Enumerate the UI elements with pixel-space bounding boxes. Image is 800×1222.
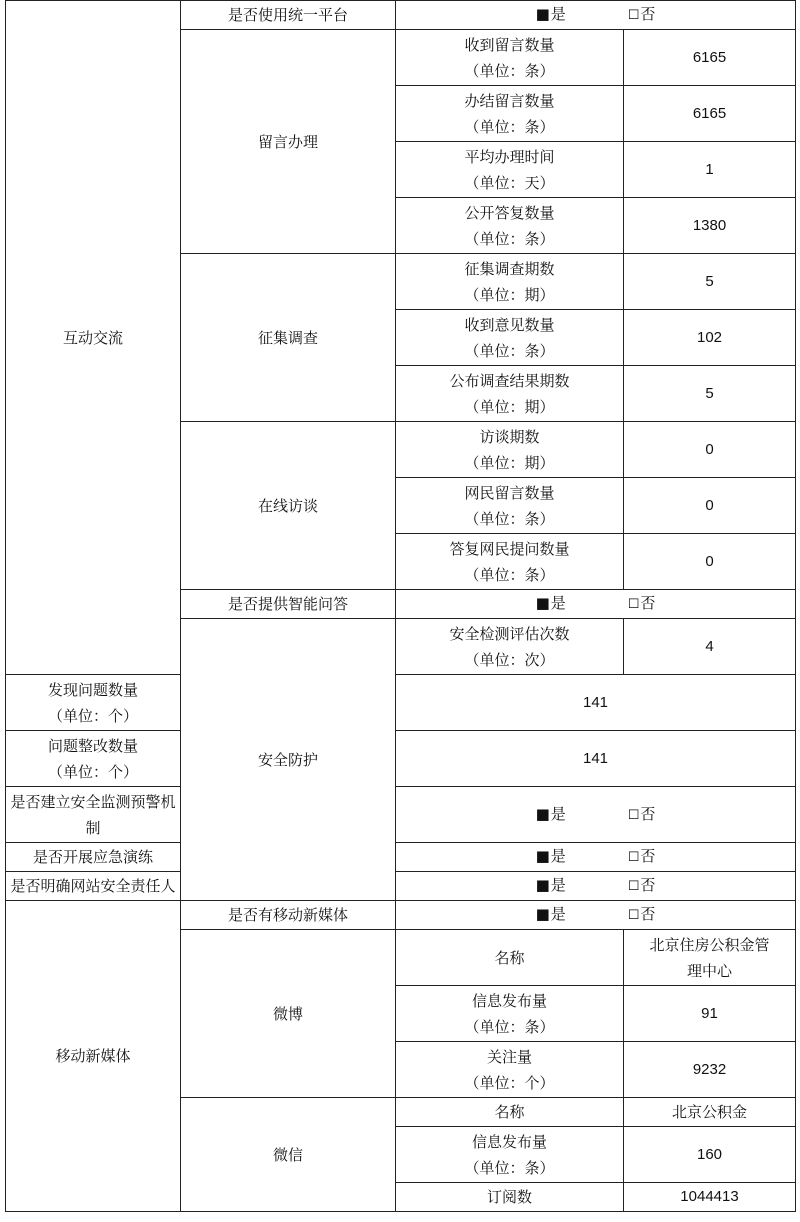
option-no[interactable]: ☐否 bbox=[627, 594, 656, 612]
field-label: 答复网民提问数量 （单位：条） bbox=[396, 534, 624, 590]
field-value: 160 bbox=[624, 1127, 796, 1183]
unified-platform-options bbox=[396, 1, 796, 30]
group-survey: 征集调查 bbox=[181, 254, 396, 422]
group-wechat: 微信 bbox=[181, 1098, 396, 1212]
smart-qa-label: 是否提供智能问答 bbox=[181, 590, 396, 619]
checked-box-icon: ■ bbox=[535, 594, 550, 612]
field-value: 5 bbox=[624, 254, 796, 310]
unified-platform-label: 是否使用统一平台 bbox=[181, 1, 396, 30]
field-label: 公开答复数量 （单位：条） bbox=[396, 198, 624, 254]
field-label: 收到留言数量 （单位：条） bbox=[396, 30, 624, 86]
option-no[interactable]: ☐否 bbox=[627, 5, 656, 23]
field-value: 4 bbox=[624, 619, 796, 675]
field-label: 关注量 （单位：个） bbox=[396, 1042, 624, 1098]
field-label: 征集调查期数 （单位：期） bbox=[396, 254, 624, 310]
option-no[interactable]: ☐否 bbox=[627, 905, 656, 923]
field-value: 0 bbox=[624, 422, 796, 478]
field-label: 信息发布量 （单位：条） bbox=[396, 1127, 624, 1183]
warning-mechanism-label: 是否建立安全监测预警机 制 bbox=[6, 787, 181, 843]
table-row bbox=[6, 1, 796, 30]
field-label: 收到意见数量 （单位：条） bbox=[396, 310, 624, 366]
field-value: 102 bbox=[624, 310, 796, 366]
empty-box-icon: ☐ bbox=[627, 807, 640, 823]
field-label: 安全检测评估次数 （单位：次） bbox=[396, 619, 624, 675]
group-message-handling: 留言办理 bbox=[181, 30, 396, 254]
empty-box-icon: ☐ bbox=[627, 850, 640, 865]
table-row bbox=[6, 731, 796, 787]
option-no[interactable]: ☐否 bbox=[627, 847, 656, 865]
warning-mechanism-options bbox=[396, 787, 796, 843]
field-value: 5 bbox=[624, 366, 796, 422]
wechat-name-value: 北京公积金 bbox=[624, 1098, 796, 1127]
has-media-options bbox=[396, 901, 796, 930]
field-value: 6165 bbox=[624, 86, 796, 142]
option-yes[interactable]: ■是 bbox=[535, 5, 566, 23]
smart-qa-options bbox=[396, 590, 796, 619]
field-label: 公布调查结果期数 （单位：期） bbox=[396, 366, 624, 422]
checked-box-icon: ■ bbox=[535, 905, 550, 923]
field-value: 9232 bbox=[624, 1042, 796, 1098]
field-value: 6165 bbox=[624, 30, 796, 86]
field-label: 订阅数 bbox=[396, 1183, 624, 1212]
option-yes[interactable]: ■是 bbox=[535, 905, 566, 923]
table-row bbox=[6, 787, 796, 843]
responsible-person-options bbox=[396, 872, 796, 901]
weibo-name-value: 北京住房公积金管 理中心 bbox=[624, 930, 796, 986]
empty-box-icon: ☐ bbox=[627, 8, 640, 23]
field-label: 平均办理时间 （单位：天） bbox=[396, 142, 624, 198]
field-label: 问题整改数量 （单位：个） bbox=[6, 731, 181, 787]
empty-box-icon: ☐ bbox=[627, 879, 640, 894]
field-label: 信息发布量 （单位：条） bbox=[396, 986, 624, 1042]
option-yes[interactable]: ■是 bbox=[535, 876, 566, 894]
category-security: 安全防护 bbox=[181, 619, 396, 901]
field-label: 名称 bbox=[396, 1098, 624, 1127]
field-label: 发现问题数量 （单位：个） bbox=[6, 675, 181, 731]
field-value: 1380 bbox=[624, 198, 796, 254]
option-yes[interactable]: ■是 bbox=[535, 847, 566, 865]
category-new-media: 移动新媒体 bbox=[6, 901, 181, 1212]
table-row bbox=[6, 843, 796, 872]
option-yes[interactable]: ■是 bbox=[535, 804, 566, 823]
field-value: 91 bbox=[624, 986, 796, 1042]
category-interaction: 互动交流 bbox=[6, 1, 181, 675]
field-value: 1044413 bbox=[624, 1183, 796, 1212]
field-label: 名称 bbox=[396, 930, 624, 986]
field-label: 网民留言数量 （单位：条） bbox=[396, 478, 624, 534]
checked-box-icon: ■ bbox=[535, 804, 550, 823]
field-value: 0 bbox=[624, 534, 796, 590]
option-no[interactable]: ☐否 bbox=[627, 876, 656, 894]
has-media-label: 是否有移动新媒体 bbox=[181, 901, 396, 930]
empty-box-icon: ☐ bbox=[627, 908, 640, 923]
option-yes[interactable]: ■是 bbox=[535, 594, 566, 612]
emergency-drill-options bbox=[396, 843, 796, 872]
field-value: 141 bbox=[396, 675, 796, 731]
group-interview: 在线访谈 bbox=[181, 422, 396, 590]
field-label: 办结留言数量 （单位：条） bbox=[396, 86, 624, 142]
table-row bbox=[6, 675, 796, 731]
field-value: 0 bbox=[624, 478, 796, 534]
field-value: 1 bbox=[624, 142, 796, 198]
option-no[interactable]: ☐否 bbox=[627, 804, 656, 823]
government-website-report-table bbox=[5, 0, 796, 1212]
table-row bbox=[6, 872, 796, 901]
checked-box-icon: ■ bbox=[535, 847, 550, 865]
responsible-person-label: 是否明确网站安全责任人 bbox=[6, 872, 181, 901]
field-label: 访谈期数 （单位：期） bbox=[396, 422, 624, 478]
emergency-drill-label: 是否开展应急演练 bbox=[6, 843, 181, 872]
checked-box-icon: ■ bbox=[535, 876, 550, 894]
empty-box-icon: ☐ bbox=[627, 597, 640, 612]
table-row bbox=[6, 901, 796, 930]
checked-box-icon: ■ bbox=[535, 5, 550, 23]
field-value: 141 bbox=[396, 731, 796, 787]
group-weibo: 微博 bbox=[181, 930, 396, 1098]
